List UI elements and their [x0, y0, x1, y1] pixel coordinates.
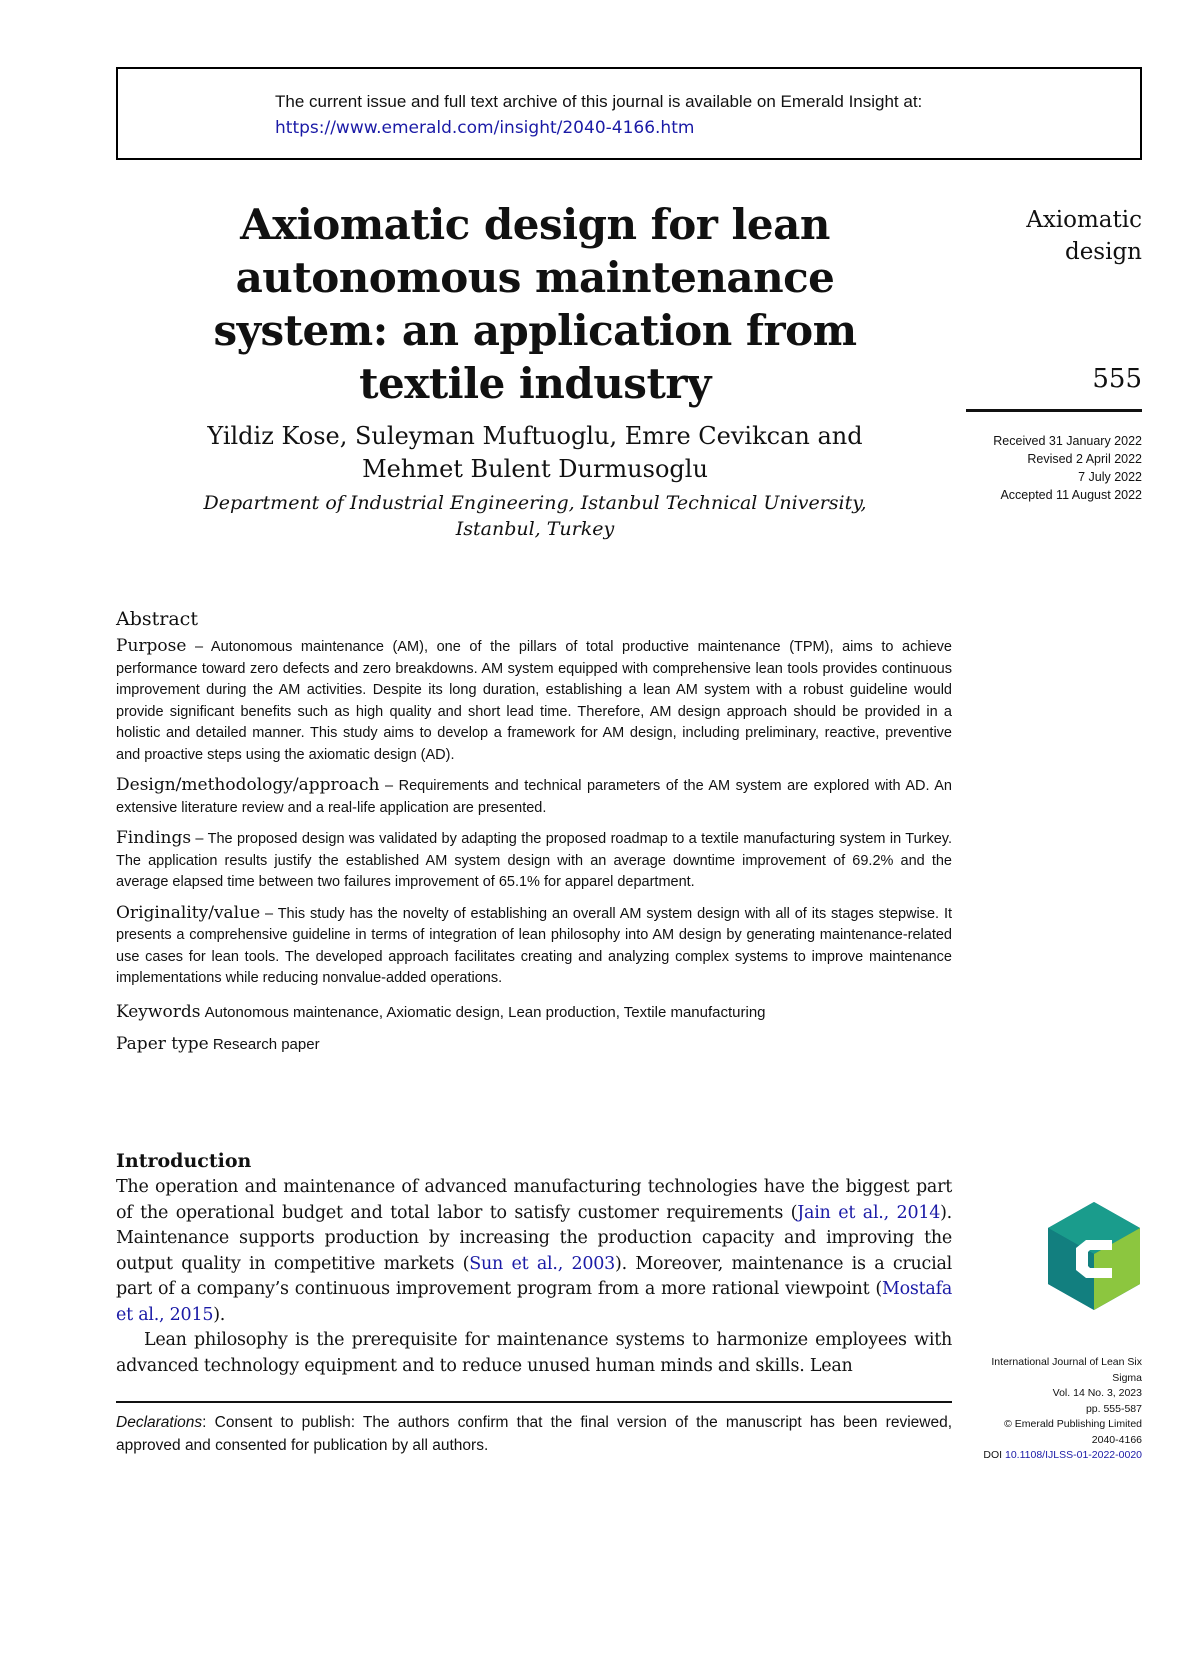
abstract-originality — [116, 903, 952, 990]
separator: – — [260, 905, 278, 922]
abstract-section — [116, 608, 952, 1054]
journal-name-cont: Sigma — [1112, 1371, 1142, 1384]
received-dates — [993, 432, 1142, 504]
introduction-heading: Introduction — [116, 1150, 252, 1172]
abstract-purpose — [116, 636, 952, 766]
citation-sun[interactable]: Sun et al., 2003 — [469, 1253, 616, 1274]
separator: – — [379, 778, 399, 794]
findings-label: Findings — [116, 828, 192, 848]
purpose-text: Autonomous maintenance (AM), one of the pillars of total productive maintenance (TPM), aims to achieve performance toward zero defects and zero breakdowns. AM system equipped with comprehensive lean tools provides continuous improvement during the AM activities. Despite its long duration, establishing a lean AM system with a robust guideline would provide significant benefits such as high quality and short lead time. Therefore, AM design approach should be provided in a holistic and detailed manner. This study aims to develop a framework for AM design, including preliminary, reactive, preventive and proactive steps using the axiomatic design (AD). — [116, 639, 952, 763]
intro-paragraph-2: Lean philosophy is the prerequisite for maintenance systems to harmonize employees with advanced technology equipment and to reduce unused human minds and skills. Lean — [116, 1330, 952, 1376]
running-title-line-2: design — [1064, 239, 1142, 265]
affiliation-line-1: Department of Industrial Engineering, Istanbul Technical University, — [203, 492, 867, 514]
design-text: Requirements and technical parameters of the AM system are explored with AD. An extensive literature review and a real-life application are presented. — [116, 778, 952, 816]
findings-text: The proposed design was validated by adapting the proposed roadmap to a textile manufacturing system in Turkey. The application results justify the established AM system design with an average downtime improvement of 69.2% and the average elapsed time between two failures improvement of 65.1% for apparel department. — [116, 831, 953, 890]
journal-info — [983, 1355, 1142, 1464]
journal-pages: pp. 555-587 — [1085, 1402, 1142, 1415]
author-list — [150, 420, 920, 486]
citation-jain[interactable]: Jain et al., 2014 — [797, 1202, 941, 1223]
date-received: Received 31 January 2022 — [993, 434, 1142, 448]
running-title-line-1: Axiomatic — [1026, 207, 1142, 233]
date-revised-2: 7 July 2022 — [1078, 470, 1142, 484]
sidebar-rule — [966, 409, 1142, 412]
keywords — [116, 1002, 952, 1022]
purpose-label: Purpose — [116, 636, 187, 656]
date-revised-1: Revised 2 April 2022 — [1027, 452, 1142, 466]
keywords-label: Keywords — [116, 1001, 201, 1022]
journal-volume: Vol. 14 No. 3, 2023 — [1052, 1387, 1142, 1399]
abstract-design — [116, 775, 952, 819]
running-title — [1026, 204, 1142, 268]
journal-banner — [116, 67, 1142, 160]
affiliation — [150, 490, 920, 542]
footnote-rule — [116, 1401, 952, 1403]
doi-label: DOI — [983, 1449, 1003, 1461]
intro-text: The operation and maintenance of advanced manufacturing technologies have the biggest part of the operational budget and total labor to satisfy customer requirements ( — [116, 1177, 952, 1223]
separator: – — [191, 831, 208, 847]
publisher: © Emerald Publishing Limited — [1004, 1418, 1142, 1430]
intro-paragraph-1 — [116, 1175, 952, 1328]
paper-type-text: Research paper — [212, 1035, 320, 1053]
paper-type-label: Paper type — [116, 1033, 209, 1054]
introduction-section — [116, 1150, 952, 1379]
issn: 2040-4166 — [1091, 1433, 1142, 1446]
journal-name: International Journal of Lean Six — [991, 1356, 1142, 1368]
intro-text: ). Maintenance supports production by increasing the production capacity and improving the output quality in competitive markets ( — [116, 1202, 952, 1274]
authors-line-2: Mehmet Bulent Durmusoglu — [362, 455, 708, 483]
emerald-logo-icon — [1046, 1200, 1142, 1312]
authors-line-1: Yildiz Kose, Suleyman Muftuoglu, Emre Cevikcan and — [207, 422, 863, 450]
paper-type — [116, 1034, 952, 1054]
date-accepted: Accepted 11 August 2022 — [1000, 488, 1142, 502]
design-label: Design/methodology/approach — [116, 775, 380, 795]
intro-text: ). — [213, 1304, 226, 1325]
abstract-heading: Abstract — [116, 608, 198, 630]
keywords-text: Autonomous maintenance, Axiomatic design, Lean production, Textile manufacturing — [204, 1003, 766, 1021]
declarations-footnote — [116, 1411, 952, 1457]
originality-text: This study has the novelty of establishing an overall AM system design with all of its stages stepwise. It presents a comprehensive guideline in terms of integration of lean philosophy into AM design by generating maintenance-related use cases for lean tools. The developed approach facilitates creating and analyzing complex systems to improve maintenance implementations while reducing nonvalue-added operations. — [116, 905, 953, 986]
abstract-findings — [116, 828, 952, 894]
page-number: 555 — [1092, 364, 1142, 394]
doi-line — [983, 1448, 1142, 1464]
banner-text: The current issue and full text archive of this journal is available on Emerald Insight at: — [275, 92, 923, 111]
declarations-text: : Consent to publish: The authors confirm that the final version of the manuscript has been reviewed, approved and consented for publication by all authors. — [116, 1414, 952, 1454]
separator: – — [186, 639, 211, 655]
doi-link[interactable]: 10.1108/IJLSS-01-2022-0020 — [1005, 1449, 1142, 1461]
citation-mostafa[interactable]: Mostafa et al., 2015 — [116, 1279, 952, 1325]
originality-label: Originality/value — [116, 902, 261, 923]
paper-title: Axiomatic design for lean autonomous maintenance system: an application from textile industry — [213, 200, 857, 408]
intro-text: ). Moreover, maintenance is a crucial part of a company’s continuous improvement program from a more rational viewpoint ( — [116, 1253, 952, 1299]
declarations-label: Declarations — [116, 1414, 203, 1431]
banner-url-link[interactable]: https://www.emerald.com/insight/2040-4166.htm — [275, 118, 695, 138]
affiliation-line-2: Istanbul, Turkey — [455, 518, 615, 540]
